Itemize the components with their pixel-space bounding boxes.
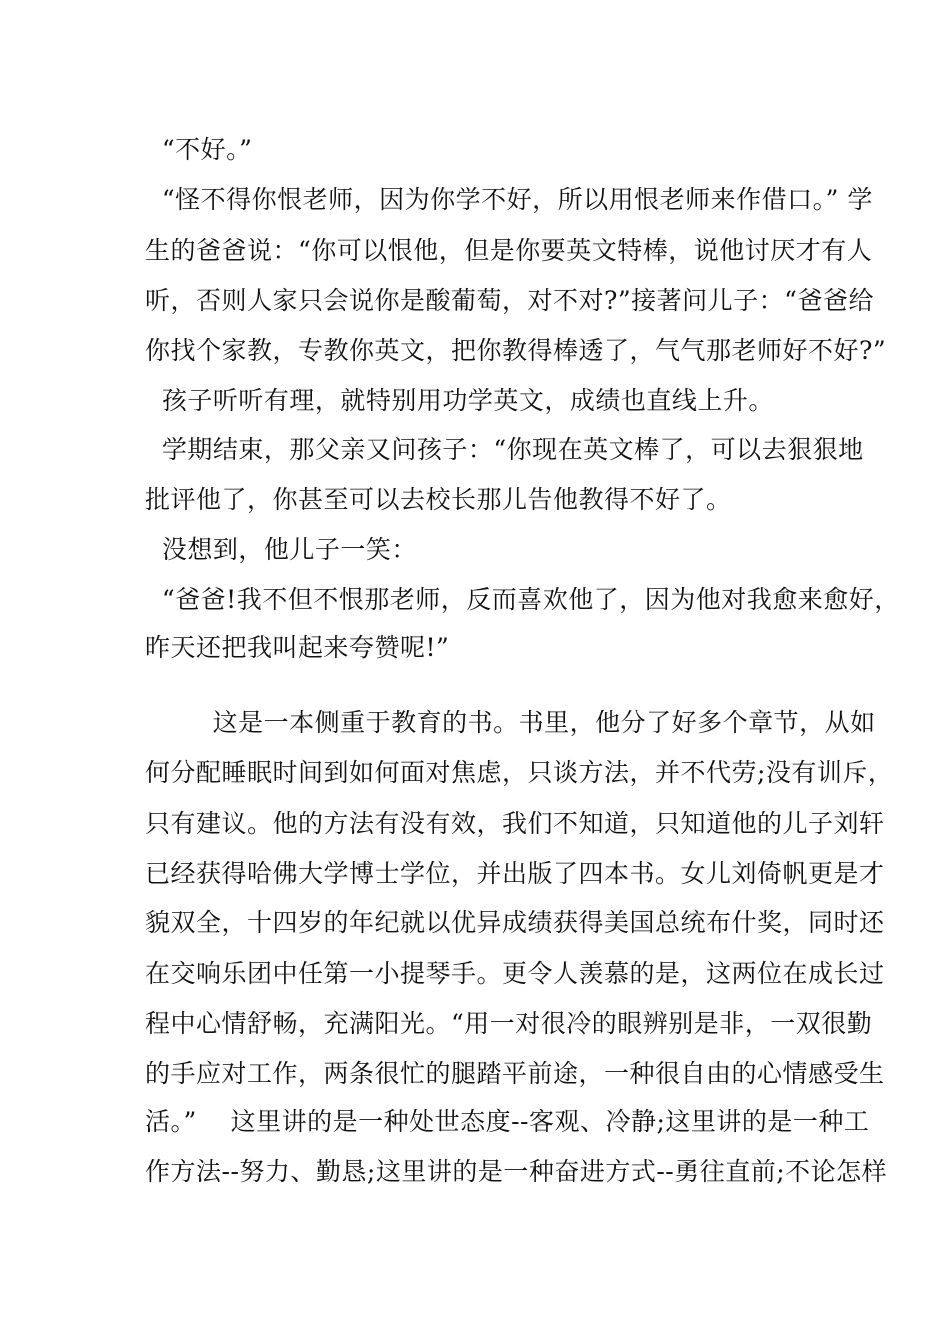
text-line: “不好。” [145,135,253,164]
text-line: 的手应对工作，两条很忙的腿踏平前途，一种很自由的心情感受生 [145,1059,885,1088]
text-line: 已经获得哈佛大学博士学位，并出版了四本书。女儿刘倚帆更是才 [145,859,885,888]
text-line: 这是一本侧重于教育的书。书里，他分了好多个章节，从如 [145,708,876,737]
text-line: 貌双全，十四岁的年纪就以优异成绩获得美国总统布什奖，同时还 [145,908,885,937]
text-line: 作方法--努力、勤恳;这里讲的是一种奋进方式--勇往直前;不论怎样 [145,1157,888,1186]
text-line: 何分配睡眠时间到如何面对焦虑，只谈方法，并不代劳;没有训斥， [145,758,894,787]
text-line: 生的爸爸说：“你可以恨他，但是你要英文特棒，说他讨厌才有人 [145,236,873,265]
text-line: 你找个家教，专教你英文，把你教得棒透了，气气那老师好不好?” [145,336,887,365]
text-line: 在交响乐团中任第一小提琴手。更令人羡慕的是，这两位在成长过 [145,959,885,988]
text-line: “怪不得你恨老师，因为你学不好，所以用恨老师来作借口。” 学 [145,185,873,214]
text-line: 孩子听听有理，就特别用功学英文，成绩也直线上升。 [145,386,774,415]
text-line: 没想到，他儿子一笑： [145,535,417,564]
text-line: 活。” 这里讲的是一种处世态度--客观、冷静;这里讲的是一种工 [145,1107,870,1136]
text-line: 听，否则人家只会说你是酸葡萄，对不对?”接著问儿子：“爸爸给 [145,286,874,315]
text-line: 程中心情舒畅，充满阳光。“用一对很冷的眼辨别是非，一双很勤 [145,1009,873,1038]
text-line: “爸爸!我不但不恨那老师，反而喜欢他了，因为他对我愈来愈好， [145,585,900,614]
text-line: 学期结束，那父亲又问孩子：“你现在英文棒了，可以去狠狠地 [145,435,864,464]
text-line: 批评他了，你甚至可以去校长那儿告他教得不好了。 [145,485,732,514]
text-line: 只有建议。他的方法有没有效，我们不知道，只知道他的儿子刘轩 [145,809,885,838]
text-line: 昨天还把我叫起来夸赞呢!” [145,633,450,662]
